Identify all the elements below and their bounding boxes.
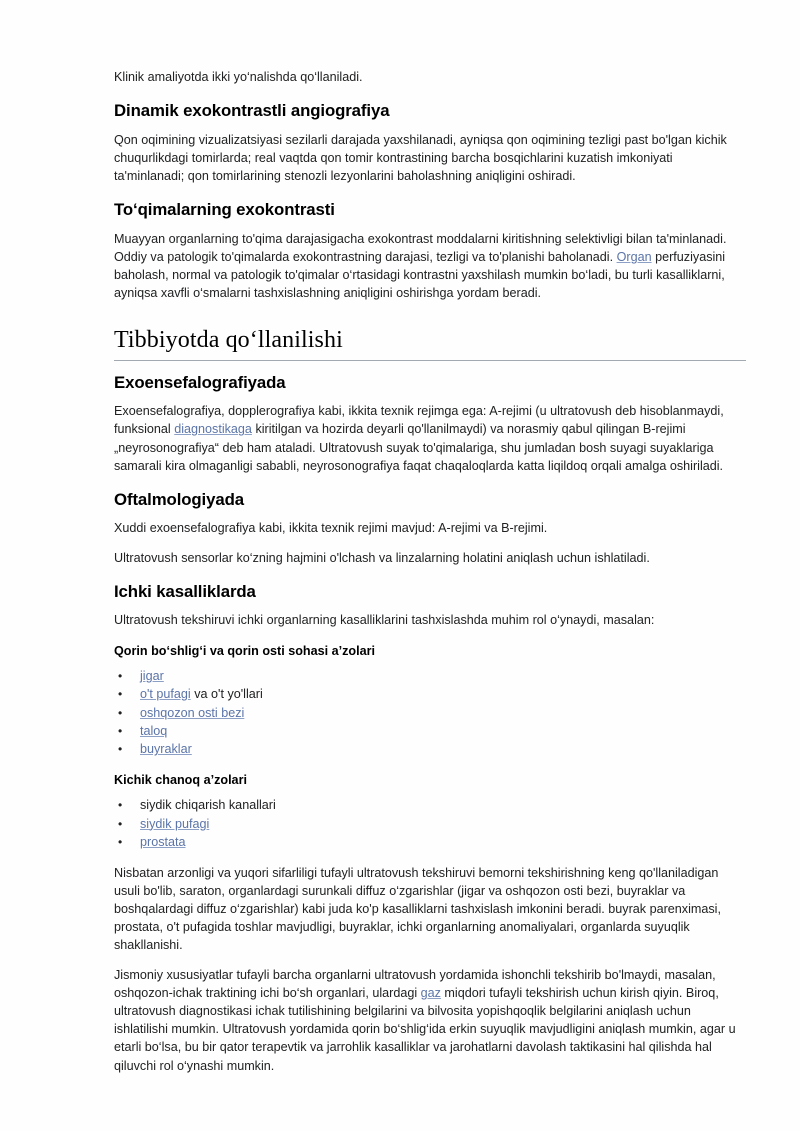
intro-paragraph: Klinik amaliyotda ikki yo‘nalishda qo‘llaniladi. — [114, 70, 363, 84]
bullet-icon: • — [118, 834, 123, 849]
section-title-tibbiyotda-qollanilishi: Tibbiyotda qo‘llanilishi — [114, 325, 746, 361]
link-jigar[interactable]: jigar — [140, 668, 164, 683]
list-qorin-boshligi-organs — [114, 668, 746, 759]
link-oshqozon-osti-bezi[interactable]: oshqozon osti bezi — [140, 705, 245, 720]
document-content — [114, 68, 746, 1086]
list-title-kichik-chanoq: Kichik chanoq a’zolari — [114, 772, 247, 787]
link-diagnostikaga[interactable]: diagnostikaga — [174, 422, 252, 437]
list-item — [114, 741, 746, 759]
paragraph-final — [114, 966, 746, 1075]
paragraph-ichki-kasalliklarda-intro: Ultratovush tekshiruvi ichki organlarning kasalliklarini tashxislashda muhim rol o‘ynaydi, masalan: — [114, 613, 655, 628]
list-item — [114, 834, 746, 852]
list-item — [114, 797, 746, 815]
paragraph-fragment-before-link: Jismoniy xususiyatlar tufayli barcha organlarni ultratovush yordamida ishonchli tekshirib bo'lmaydi, masalan, oshqozon-ichak traktining ichi bo‘sh organlari, ulardagi — [114, 967, 716, 1000]
paragraph-fragment-before-link: Exoensefalografiya, dopplerografiya kabi, ikkita texnik rejimga ega: A-rejimi (u ultratovush deb hisoblanmaydi, funksional — [114, 404, 724, 437]
link-prostata[interactable]: prostata — [140, 834, 186, 849]
paragraph-fragment-after-link: kiritilgan va hozirda deyarli qo'llanilmaydi) va norasmiy qabul qilingan B-rejimi „neyrosonografiya“ deb ham ataladi. Ultratovush suyak to'qimalariga, shu jumladan bosh suyagi suyaklariga samarali kira olmaganligi sababli, neyrosonografiya faqat chaqaloqlarda katta liqildoq orqali amalga oshiriladi. — [114, 422, 724, 473]
heading-exoensefalografiyada: Exoensefalografiyada — [114, 372, 286, 392]
bullet-icon: • — [118, 705, 123, 720]
list-item-label: siydik chiqarish kanallari — [140, 798, 276, 813]
list-item — [114, 723, 746, 741]
bullet-icon: • — [118, 723, 123, 738]
heading-dinamik-exokontrastli-angiografiya: Dinamik exokontrastli angiografiya — [114, 101, 390, 121]
bullet-icon: • — [118, 668, 123, 683]
bullet-icon: • — [118, 742, 123, 757]
list-kichik-chanoq-organs — [114, 797, 746, 851]
bullet-icon: • — [118, 798, 123, 813]
paragraph-oftalmologiyada-2: Ultratovush sensorlar ko‘zning hajmini o'lchash va linzalarning holatini aniqlash uchun ishlatiladi. — [114, 550, 650, 565]
link-ot-pufagi[interactable]: o't pufagi — [140, 687, 191, 702]
list-item — [114, 816, 746, 834]
link-buyraklar[interactable]: buyraklar — [140, 742, 192, 757]
list-item — [114, 705, 746, 723]
paragraph-oftalmologiyada-1: Xuddi exoensefalografiya kabi, ikkita texnik rejimi mavjud: A-rejimi va B-rejimi. — [114, 521, 548, 536]
paragraph-exoensefalografiyada — [114, 402, 746, 475]
link-taloq[interactable]: taloq — [140, 723, 168, 738]
link-gaz[interactable]: gaz — [420, 985, 441, 1000]
paragraph-fragment-before-link: Muayyan organlarning to'qima darajasigacha exokontrast moddalarni kiritishning selektivligi bilan ta'minlanadi. Oddiy va patologik to'qimalarda exokontrastning darajasi, tezligi va to'planishi baholanadi. — [114, 231, 727, 265]
list-item-tail: va o't yo'llari — [190, 687, 263, 702]
list-item — [114, 686, 746, 704]
link-siydik-pufagi[interactable]: siydik pufagi — [140, 816, 210, 831]
paragraph-toqimalarning-exokontrasti — [114, 230, 746, 303]
heading-toqimalarning-exokontrasti: To‘qimalarning exokontrasti — [114, 200, 335, 220]
heading-ichki-kasalliklarda: Ichki kasalliklarda — [114, 581, 256, 601]
bullet-icon: • — [118, 687, 123, 702]
paragraph-dinamik-exokontrastli-angiografiya: Qon oqimining vizualizatsiyasi sezilarli darajada yaxshilanadi, ayniqsa qon oqimining tezligi past bo'lgan kichik chuqurlikdagi tomirlarda; real vaqtda qon tomir kontrastining barcha bosqichlarini kuzatish imkoniyati ta'minlanadi; qon tomirlarining stenozli lezyonlarini baholashning aniqligini oshiradi. — [114, 132, 727, 184]
heading-oftalmologiyada: Oftalmologiyada — [114, 489, 244, 509]
bullet-icon: • — [118, 816, 123, 831]
list-title-qorin-boshligi: Qorin bo‘shlig‘i va qorin osti sohasi a’zolari — [114, 643, 376, 658]
paragraph-closing: Nisbatan arzonligi va yuqori sifarliligi tufayli ultratovush tekshiruvi bemorni tekshirishning keng qo'llaniladigan usuli bo'lib, saraton, organlardagi surunkali diffuz o‘zgarishlar (jigar va oshqozon osti bezi, buyraklar va boshqalardagi diffuz o‘zgarishlar) kabi juda ko'p kasalliklarni tashxislash imkonini beradi. buyrak parenximasi, prostata, o't pufagida toshlar mavjudligi, buyraklar, ichki organlarning anomaliyalari, organlarda suyuqlik shakllanishi. — [114, 865, 721, 953]
paragraph-fragment-after-link: perfuziyasini baholash, normal va patologik to'qimalar o‘rtasidagi kontrastni yaxshilash mumkin bo‘ladi, bu turli kasalliklarni, ayniqsa xavfli o‘smalarni tashxislashning aniqligini oshirishga yordam beradi. — [114, 250, 726, 301]
list-item — [114, 668, 746, 686]
link-organ[interactable]: Organ — [616, 250, 652, 265]
paragraph-fragment-after-link: miqdori tufayli tekshirish uchun kirish qiyin. Biroq, ultratovush diagnostikasi ichak tutilishining belgilarini va bilvosita yopishqoqlik belgilarini aniqlash uchun ishlatilishi mumkin. Ultratovush yordamida qorin bo‘shlig‘ida erkin suyuqlik mavjudligini aniqlash mumkin, agar u etarli bo‘lsa, bu bir qator terapevtik va jarrohlik kasalliklar va jarohatlarni davolash taktikasini hal qilishda hal qiluvchi rol o‘ynashi mumkin. — [114, 985, 736, 1073]
